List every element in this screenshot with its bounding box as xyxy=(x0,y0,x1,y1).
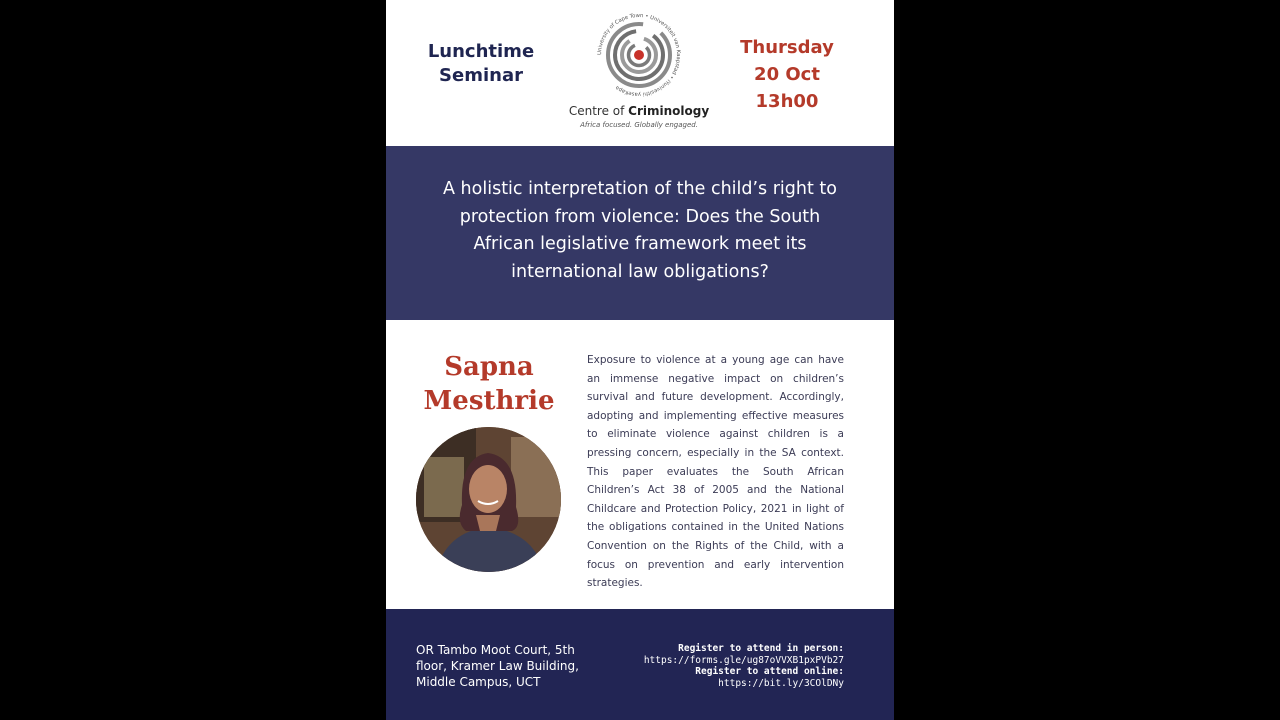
register-in-person-link[interactable]: https://forms.gle/ug87oVVXB1pxPVb27 xyxy=(643,654,844,666)
register-online-label: Register to attend online: xyxy=(695,666,844,677)
poster-header xyxy=(386,0,894,146)
poster-footer xyxy=(386,609,894,720)
talk-abstract: Exposure to violence at a young age can have an immense negative impact on children’s survival and future development. Accordingly, adopting and implementing effective measures to eliminate violence against children is a pressing concern, especially in the SA context. This paper evaluates the South African Children’s Act 38 of 2005 and the National Childcare and Protection Policy, 2021 in light of the obligations contained in the United Nations Convention on the Rights of the Child, with a focus on prevention and early intervention strategies. xyxy=(587,354,844,590)
seminar-poster xyxy=(386,0,894,720)
speaker-section xyxy=(386,320,894,609)
logo-wordmark xyxy=(568,104,710,118)
register-online-link[interactable]: https://bit.ly/3COlDNy xyxy=(718,677,844,689)
register-in-person-label: Register to attend in person: xyxy=(678,643,844,654)
logo-name-prefix: Centre of xyxy=(568,104,629,118)
logo-ring-text: University of Cape Town • Universiteit van Kaapstad • iYunivesithi yaseKapa xyxy=(596,12,682,98)
seminar-title: A holistic interpretation of the child’s right to protection from violence: Does the South African legislative framework meet its international law obligations? xyxy=(443,179,837,282)
logo-name-bold: Criminology xyxy=(628,104,710,118)
speaker-last-name: Mesthrie xyxy=(423,386,555,416)
speaker-photo xyxy=(416,427,561,572)
speaker-first-name: Sapna xyxy=(444,352,534,382)
event-day: Thursday xyxy=(740,37,834,58)
event-time: 13h00 xyxy=(755,91,819,112)
maze-emblem-icon xyxy=(596,10,682,100)
event-datetime xyxy=(726,34,848,115)
event-venue: OR Tambo Moot Court, 5th floor, Kramer Law Building, Middle Campus, UCT xyxy=(416,643,579,689)
seminar-type xyxy=(416,40,546,88)
registration-info xyxy=(604,643,844,689)
title-band xyxy=(386,146,894,320)
seminar-line-2: Seminar xyxy=(439,65,523,86)
event-date: 20 Oct xyxy=(754,64,820,85)
centre-of-criminology-logo xyxy=(568,10,710,132)
seminar-line-1: Lunchtime xyxy=(427,41,535,62)
speaker-name xyxy=(404,350,574,418)
logo-tagline: Africa focused. Globally engaged. xyxy=(580,121,698,129)
